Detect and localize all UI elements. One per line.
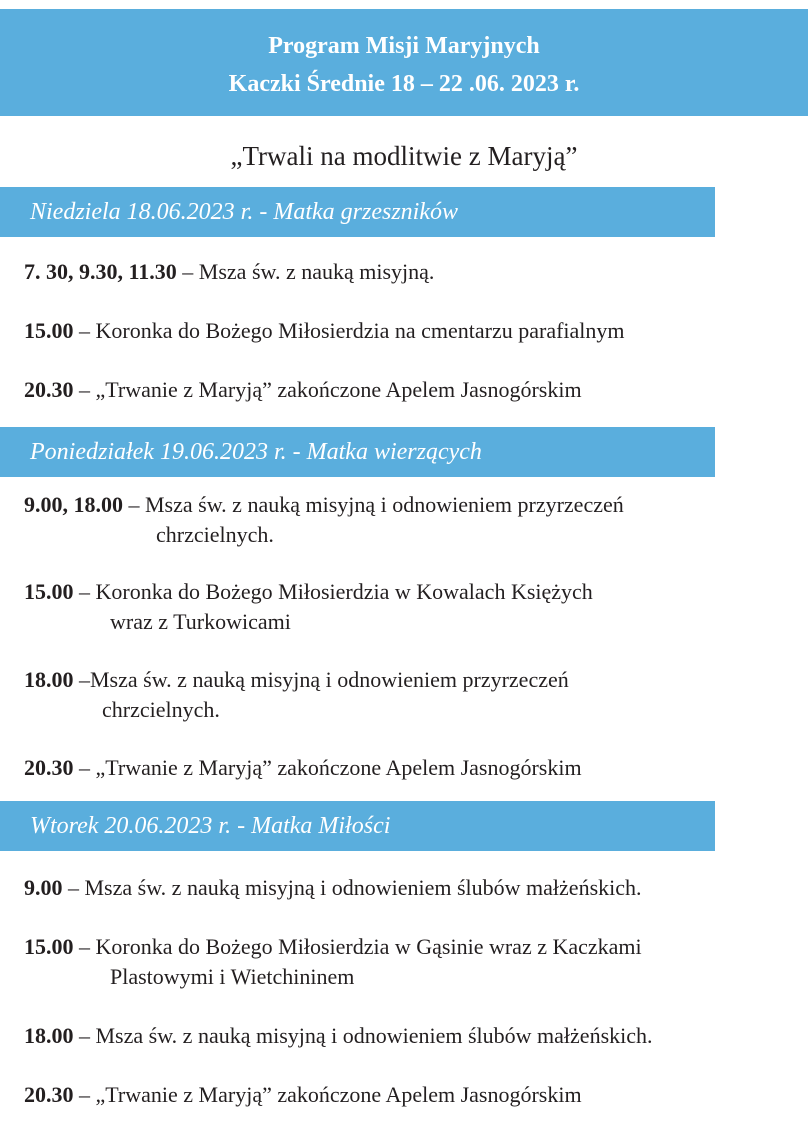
entry-time: 15.00 — [24, 318, 74, 343]
program-header — [0, 9, 808, 116]
entry-text: – Msza św. z nauką misyjną i odnowieniem przyrzeczeń — [123, 492, 624, 517]
schedule-entry — [24, 753, 794, 783]
mission-motto: „Trwali na modlitwie z Maryją” — [230, 141, 578, 171]
schedule-entry — [24, 490, 794, 550]
entry-time: 18.00 — [24, 667, 74, 692]
entry-continuation: chrzcielnych. — [156, 522, 274, 547]
entry-time: 15.00 — [24, 934, 74, 959]
schedule-entry — [24, 577, 794, 637]
entry-continuation: Plastowymi i Wietchininem — [110, 964, 355, 989]
schedule-entry — [24, 1080, 794, 1110]
entry-text: – „Trwanie z Maryją” zakończone Apelem Jasnogórskim — [73, 377, 582, 402]
schedule-entry — [24, 665, 794, 725]
entry-text: – Msza św. z nauką misyjną i odnowieniem ślubów małżeńskich. — [62, 875, 642, 900]
entry-text: – Msza św. z nauką misyjną i odnowieniem ślubów małżeńskich. — [73, 1023, 653, 1048]
entry-time: 20.30 — [24, 1082, 74, 1107]
day-heading-tuesday: Wtorek 20.06.2023 r. - Matka Miłości — [0, 801, 715, 851]
day-heading-sunday: Niedziela 18.06.2023 r. - Matka grzeszników — [0, 187, 715, 237]
entry-text: – Msza św. z nauką misyjną. — [176, 259, 435, 284]
schedule-entry — [24, 316, 794, 346]
entry-text: – Koronka do Bożego Miłosierdzia w Kowalach Księżych — [73, 579, 593, 604]
entry-text: – „Trwanie z Maryją” zakończone Apelem Jasnogórskim — [73, 1082, 582, 1107]
schedule-entry — [24, 873, 794, 903]
program-title: Program Misji Maryjnych — [268, 33, 540, 59]
entry-time: 18.00 — [24, 1023, 74, 1048]
entry-time: 9.00 — [24, 875, 63, 900]
entry-time: 9.00, 18.00 — [24, 492, 123, 517]
entry-continuation: wraz z Turkowicami — [110, 609, 291, 634]
schedule-entry — [24, 932, 794, 992]
entry-text: – „Trwanie z Maryją” zakończone Apelem Jasnogórskim — [73, 755, 582, 780]
entry-time: 20.30 — [24, 755, 74, 780]
entry-time: 20.30 — [24, 377, 74, 402]
entry-text: –Msza św. z nauką misyjną i odnowieniem przyrzeczeń — [73, 667, 569, 692]
entry-time: 7. 30, 9.30, 11.30 — [24, 259, 177, 284]
schedule-entry — [24, 1021, 794, 1051]
entry-continuation: chrzcielnych. — [102, 697, 220, 722]
entry-text: – Koronka do Bożego Miłosierdzia w Gąsinie wraz z Kaczkami — [73, 934, 642, 959]
program-dates: Kaczki Średnie 18 – 22 .06. 2023 r. — [228, 71, 580, 97]
entry-text: – Koronka do Bożego Miłosierdzia na cmentarzu parafialnym — [73, 318, 625, 343]
day-heading-monday: Poniedziałek 19.06.2023 r. - Matka wierzących — [0, 427, 715, 477]
entry-time: 15.00 — [24, 579, 74, 604]
schedule-entry — [24, 257, 794, 287]
schedule-entry — [24, 375, 794, 405]
